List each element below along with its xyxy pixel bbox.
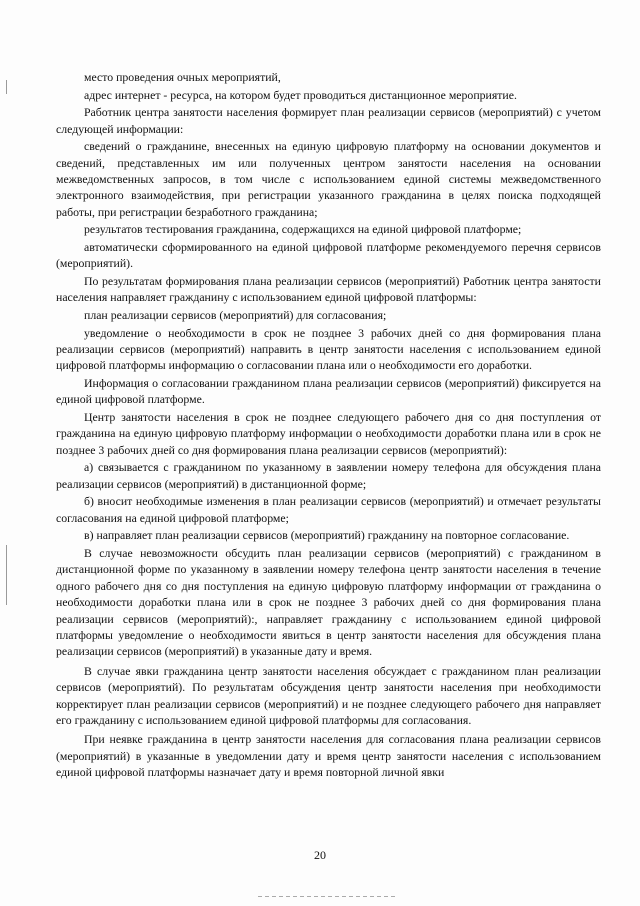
paragraph: место проведения очных мероприятий, bbox=[84, 70, 281, 84]
paragraph: сведений о гражданине, внесенных на единую цифровую платформу на основании документов и сведений, представленных им или полученных центром занятости населения на основании межведомственных запросов, в том числе с использованием единой системы межведомственного электронного взаимодействия, при регистрации указанного гражданина в целях поиска подходящей работы, при регистрации безработного гражданина; bbox=[56, 139, 601, 219]
paragraph: Информация о согласовании гражданином плана реализации сервисов (мероприятий) фиксируется на единой цифровой платформе. bbox=[56, 376, 601, 407]
paragraph: По результатам формирования плана реализации сервисов (мероприятий) Работник центра занятости населения направляет гражданину с использованием единой цифровой платформы: bbox=[56, 274, 601, 305]
scan-artifact bbox=[6, 80, 7, 94]
paragraph: В случае явки гражданина центр занятости населения обсуждает с гражданином план реализации сервисов (мероприятий). По результатам обсуждения центр занятости населения при необходимости корректирует план реализации сервисов (мероприятий) и не позднее следующего рабочего дня направляет его гражданину с использованием единой цифровой платформы для согласования. bbox=[56, 663, 601, 728]
paragraph: в) направляет план реализации сервисов (мероприятий) гражданину на повторное согласование. bbox=[84, 528, 570, 543]
scan-artifact bbox=[258, 896, 398, 897]
paragraph: В случае невозможности обсудить план реализации сервисов (мероприятий) с гражданином в дистанционной форме по указанному в заявлении номеру телефона центр занятости населения в течение одного рабочего дня со дня поступления на единую цифровую платформу информации от гражданина о необходимости доработки плана или в срок не позднее 3 рабочих дней со дня формирования плана реализации сервисов (мероприятий):, направляет гражданину с использованием единой цифровой платформы уведомление о необходимости явиться в центр занятости населения для обсуждения плана реализации сервисов (мероприятий) в указанные дату и время. bbox=[56, 546, 601, 659]
paragraph: При неявке гражданина в центр занятости населения для согласования плана реализации сервисов (мероприятий) в указанные в уведомлении дату и время центр занятости населения с использованием единой цифровой платформы назначает дату и время повторной личной явки bbox=[56, 732, 601, 780]
page-number: 20 bbox=[314, 848, 326, 862]
paragraph: адрес интернет - ресурса, на котором будет проводиться дистанционное мероприятие. bbox=[84, 87, 517, 102]
paragraph: а) связывается с гражданином по указанному в заявлении номеру телефона для обсуждения плана реализации сервисов (мероприятий) в дистанционной форме; bbox=[56, 460, 601, 491]
paragraph: б) вносит необходимые изменения в план реализации сервисов (мероприятий) и отмечает результаты согласования на единой цифровой платформе; bbox=[56, 494, 601, 525]
paragraph: автоматически сформированного на единой цифровой платформе рекомендуемого перечня сервисов (мероприятий). bbox=[56, 240, 601, 271]
scan-artifact bbox=[6, 545, 7, 605]
paragraph: уведомление о необходимости в срок не позднее 3 рабочих дней со дня формирования плана реализации сервисов (мероприятий) направить в центр занятости населения с использованием единой цифровой платформы информацию о согласовании плана или о необходимости его доработки. bbox=[56, 325, 601, 373]
paragraph: Центр занятости населения в срок не позднее следующего рабочего дня со дня поступления от гражданина на единую цифровую платформу информации о необходимости доработки плана или в срок не позднее 3 рабочих дней со дня формирования плана реализации сервисов (мероприятий): bbox=[56, 410, 601, 457]
paragraph: Работник центра занятости населения формирует план реализации сервисов (мероприятий) с учетом следующей информации: bbox=[56, 105, 601, 136]
document-body bbox=[56, 69, 601, 782]
paragraph: план реализации сервисов (мероприятий) для согласования; bbox=[84, 308, 387, 322]
paragraph: результатов тестирования гражданина, содержащихся на единой цифровой платформе; bbox=[84, 222, 522, 237]
